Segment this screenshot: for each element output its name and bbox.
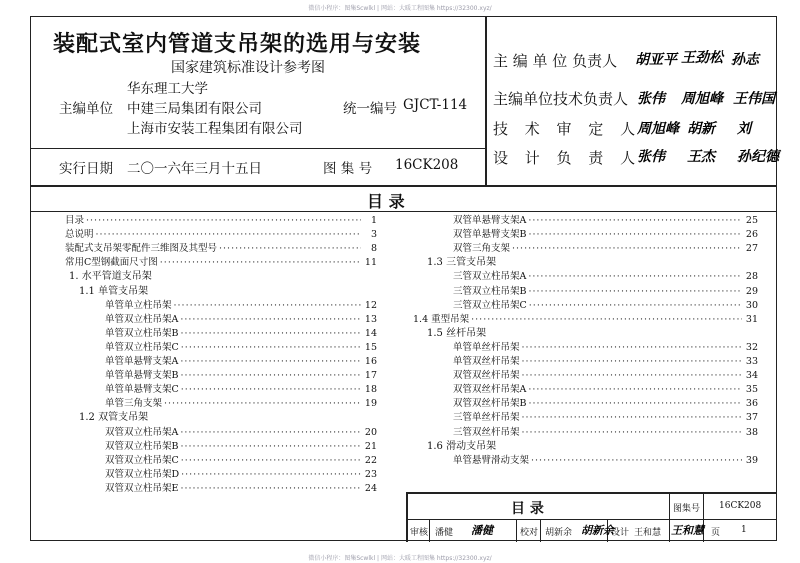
checker-signature: 胡新余 (581, 524, 614, 537)
org-line-3: 上海市安装工程集团有限公司 (127, 121, 303, 137)
toc-entry-page: 35 (745, 384, 758, 396)
toc-entry-label: 单管单悬臂支架B (105, 370, 179, 382)
toc-entry-label: 单管单悬臂支架A (105, 356, 179, 367)
toc-entry[interactable] (105, 341, 377, 355)
header-bottom-line (31, 185, 776, 187)
toc-entry[interactable] (105, 369, 377, 383)
toc-entry-page: 8 (370, 243, 377, 255)
date-line (31, 148, 485, 149)
toc-entry[interactable] (453, 426, 758, 440)
toc-entry-page: 34 (745, 370, 758, 382)
leader-dots (528, 214, 742, 228)
leader-dots (512, 242, 742, 256)
toc-entry[interactable] (105, 313, 377, 327)
tb-cell-div (429, 519, 430, 542)
responsible-role-4: 设 计 负 责 人 (493, 149, 642, 167)
leader-dots (180, 482, 361, 496)
toc-entry-label: 双管双丝杆吊架B (453, 398, 527, 410)
toc-entry[interactable] (105, 299, 377, 313)
signature: 孙纪德 (737, 149, 779, 165)
date-value: 二〇一六年三月十五日 (127, 161, 262, 177)
signature: 刘 (737, 121, 751, 137)
toc-entry[interactable] (105, 383, 377, 397)
toc-entry[interactable] (105, 355, 377, 369)
atlas-no-label: 图 集 号 (323, 161, 373, 177)
toc-section-heading: 1.2 双管支吊架 (79, 412, 149, 424)
signature: 王劲松 (681, 50, 723, 66)
toc-entry-label: 双管单悬臂支架B (453, 229, 527, 241)
leader-dots (180, 355, 361, 369)
page-label: 页 (711, 528, 721, 538)
toc-entry-page: 16 (364, 356, 377, 367)
unified-no: GJCT-114 (403, 97, 468, 113)
leader-dots (471, 313, 742, 327)
leader-dots (522, 369, 742, 383)
leader-dots (174, 299, 361, 313)
toc-entry-label: 双管双立柱吊架E (105, 482, 179, 494)
toc-entry[interactable] (453, 454, 758, 468)
toc-title: 目 录 (367, 192, 405, 211)
toc-entry-label: 单管双立柱吊架C (105, 341, 179, 353)
toc-entry-page: 22 (364, 454, 377, 466)
toc-entry-page: 13 (364, 313, 377, 325)
header-divider (485, 17, 487, 185)
toc-entry-page: 23 (364, 468, 377, 480)
leader-dots (181, 341, 361, 355)
date-label: 实行日期 (59, 161, 113, 177)
page-number: 1 (741, 525, 747, 535)
signature: 王杰 (687, 149, 715, 165)
title-block-atlas-label: 图集号 (673, 504, 701, 514)
toc-entry[interactable] (453, 341, 758, 355)
toc-entry-page: 32 (745, 341, 758, 353)
reviewer-signature: 潘健 (471, 524, 493, 537)
toc-entry-label: 双管单悬臂支架A (453, 215, 527, 226)
toc-entry[interactable] (413, 313, 758, 327)
toc-entry-label: 双管双立柱吊架C (105, 454, 179, 466)
toc-entry-page: 25 (745, 215, 758, 226)
toc-entry-label: 目录 (65, 215, 85, 226)
toc-entry-page: 28 (745, 271, 758, 283)
signature: 张伟 (637, 149, 665, 165)
toc-entry[interactable] (65, 242, 377, 256)
leader-dots (528, 397, 742, 411)
toc-entry[interactable] (453, 369, 758, 383)
leader-dots (180, 369, 361, 383)
tb-cell-div (516, 519, 517, 542)
page-title: 装配式室内管道支吊架的选用与安装 (53, 31, 422, 57)
bottom-watermark: 微信小程序：图集Scwlkl | 网站：大暖工程图集 https://32300.xyz/ (308, 555, 492, 562)
signature: 孙志 (731, 52, 759, 68)
toc-entry-label: 单管单丝杆吊架 (453, 341, 520, 353)
toc-entry-label: 装配式支吊架零配件三维图及其型号 (65, 243, 218, 255)
toc-entry-page: 19 (364, 398, 377, 410)
toc-entry-label: 常用C型钢截面尺寸图 (65, 257, 158, 269)
toc-entry-page: 18 (364, 384, 377, 396)
leader-dots (528, 383, 742, 397)
toc-entry-page: 36 (745, 398, 758, 410)
toc-entry-page: 26 (745, 229, 758, 241)
title-block-mid (406, 519, 776, 520)
toc-entry[interactable] (105, 482, 377, 496)
design-label: 设计 (611, 528, 630, 538)
leader-dots (522, 341, 742, 355)
toc-entry[interactable] (105, 327, 377, 341)
toc-entry-label: 单管双立柱吊架B (105, 327, 179, 339)
signature: 周旭峰 (637, 121, 679, 137)
leader-dots (181, 383, 361, 397)
leader-dots (528, 285, 742, 299)
toc-entry-page: 27 (745, 243, 758, 255)
toc-entry[interactable] (453, 242, 758, 256)
signature: 王伟国 (733, 91, 775, 107)
leader-dots (180, 426, 361, 440)
toc-entry-label: 双管双立柱吊架A (105, 426, 179, 438)
drawing-sheet (30, 16, 777, 541)
toc-entry-label: 单管单立柱吊架 (105, 299, 172, 311)
toc-entry-page: 39 (745, 454, 758, 466)
leader-dots (529, 299, 742, 313)
toc-entry[interactable] (453, 299, 758, 313)
toc-entry[interactable] (105, 440, 377, 454)
toc-entry[interactable] (453, 270, 758, 284)
check-label: 校对 (520, 528, 539, 538)
toc-entry[interactable] (65, 214, 377, 228)
signature: 胡亚平 (635, 52, 677, 68)
unified-no-label: 统一编号 (343, 101, 397, 117)
reviewer-name: 潘健 (435, 528, 454, 538)
toc-entry[interactable] (65, 228, 377, 242)
toc-entry-label: 三管单丝杆吊架 (453, 412, 520, 424)
leader-dots (531, 454, 742, 468)
leader-dots (180, 440, 361, 454)
toc-entry[interactable] (105, 468, 377, 482)
toc-section-heading: 1. 水平管道支吊架 (69, 271, 152, 283)
leader-dots (86, 214, 361, 228)
leader-dots (181, 454, 361, 468)
title-block-atlas-no: 16CK208 (719, 501, 762, 511)
toc-entry-page: 30 (745, 299, 758, 311)
top-watermark: 微信小程序：图集Scwlkl | 网站：大暖工程图集 https://32300.xyz/ (308, 5, 492, 12)
toc-entry[interactable] (453, 285, 758, 299)
toc-entry[interactable] (453, 228, 758, 242)
toc-entry-label: 双管三角支架 (453, 243, 511, 255)
toc-entry-page: 29 (745, 285, 758, 297)
toc-entry-page: 14 (364, 327, 377, 339)
toc-entry-label: 三管双丝杆吊架 (453, 426, 520, 438)
toc-entry-page: 17 (364, 370, 377, 382)
designer-name: 王和慧 (634, 528, 662, 538)
toc-entry-label: 双管双立柱吊架D (105, 468, 180, 480)
toc-entry-page: 15 (364, 341, 377, 353)
toc-section-heading: 1.3 三管支吊架 (427, 257, 497, 269)
title-block-top (406, 492, 776, 494)
toc-entry-page: 37 (745, 412, 758, 424)
toc-entry-page: 21 (364, 440, 377, 452)
toc-section-heading: 1.5 丝杆吊架 (427, 327, 487, 339)
toc-entry[interactable] (105, 426, 377, 440)
leader-dots (181, 468, 361, 482)
toc-entry-page: 24 (364, 482, 377, 494)
leader-dots (528, 270, 742, 284)
leader-dots (180, 313, 361, 327)
toc-entry-label: 双管双丝杆吊架 (453, 370, 520, 382)
toc-entry-label: 单管三角支架 (105, 398, 163, 410)
toc-entry-label: 总说明 (65, 229, 94, 241)
toc-entry[interactable] (453, 411, 758, 425)
toc-entry-label: 双管双立柱吊架B (105, 440, 179, 452)
signature: 胡新 (687, 121, 715, 137)
toc-entry-label: 三管双立柱吊架C (453, 299, 527, 311)
toc-entry-page: 20 (364, 426, 377, 438)
org-label: 主编单位 (59, 101, 113, 117)
toc-entry-label: 1.4 重型吊架 (413, 313, 470, 325)
leader-dots (522, 411, 742, 425)
org-line-1: 华东理工大学 (127, 81, 208, 97)
subtitle: 国家建筑标准设计参考图 (171, 60, 325, 76)
toc-entry-page: 38 (745, 426, 758, 438)
toc-entry-label: 三管双立柱吊架A (453, 271, 527, 283)
toc-entry-label: 单管双立柱吊架A (105, 313, 179, 325)
leader-dots (522, 426, 742, 440)
toc-entry[interactable] (105, 397, 377, 411)
toc-entry[interactable] (453, 214, 758, 228)
title-block-left (406, 492, 408, 542)
toc-entry-label: 双管双丝杆吊架A (453, 384, 527, 396)
toc-entry-label: 三管双立柱吊架B (453, 285, 527, 297)
toc-section-heading: 1.6 滑动支吊架 (427, 440, 497, 452)
toc-entry-page: 3 (370, 229, 377, 241)
toc-entry-page: 33 (745, 356, 758, 367)
toc-entry-page: 12 (364, 299, 377, 311)
leader-dots (164, 397, 361, 411)
toc-entry-page: 31 (745, 313, 758, 325)
toc-entry[interactable] (453, 383, 758, 397)
toc-entry-label: 单管双丝杆吊架 (453, 356, 520, 367)
toc-entry[interactable] (105, 454, 377, 468)
leader-dots (528, 228, 742, 242)
toc-entry[interactable] (453, 355, 758, 369)
toc-entry-label: 单管悬臂滑动支架 (453, 454, 530, 466)
toc-entry-label: 单管单悬臂支架C (105, 384, 179, 396)
checker-name: 胡新余 (545, 528, 573, 538)
responsible-role-2: 主编单位技术负责人 (493, 90, 629, 108)
designer-signature: 王和慧 (671, 524, 704, 537)
signature: 张伟 (637, 91, 665, 107)
org-line-2: 中建三局集团有限公司 (127, 101, 262, 117)
leader-dots (160, 256, 361, 270)
leader-dots (522, 355, 742, 369)
responsible-role-3: 技 术 审 定 人 (493, 120, 642, 138)
title-block-name: 目 录 (511, 501, 544, 517)
review-label: 审核 (410, 528, 429, 538)
responsible-role-1: 主 编 单 位 负责人 (493, 52, 618, 70)
toc-entry-page: 1 (370, 215, 377, 226)
toc-entry[interactable] (65, 256, 377, 270)
tb-cell-div (540, 519, 541, 542)
leader-dots (219, 242, 361, 256)
leader-dots (96, 228, 361, 242)
title-block-div1 (669, 492, 670, 542)
signature: 周旭峰 (681, 91, 723, 107)
atlas-no: 16CK208 (395, 157, 459, 173)
leader-dots (180, 327, 361, 341)
toc-entry[interactable] (453, 397, 758, 411)
toc-section-heading: 1.1 单管支吊架 (79, 285, 149, 297)
toc-entry-page: 11 (364, 257, 377, 269)
